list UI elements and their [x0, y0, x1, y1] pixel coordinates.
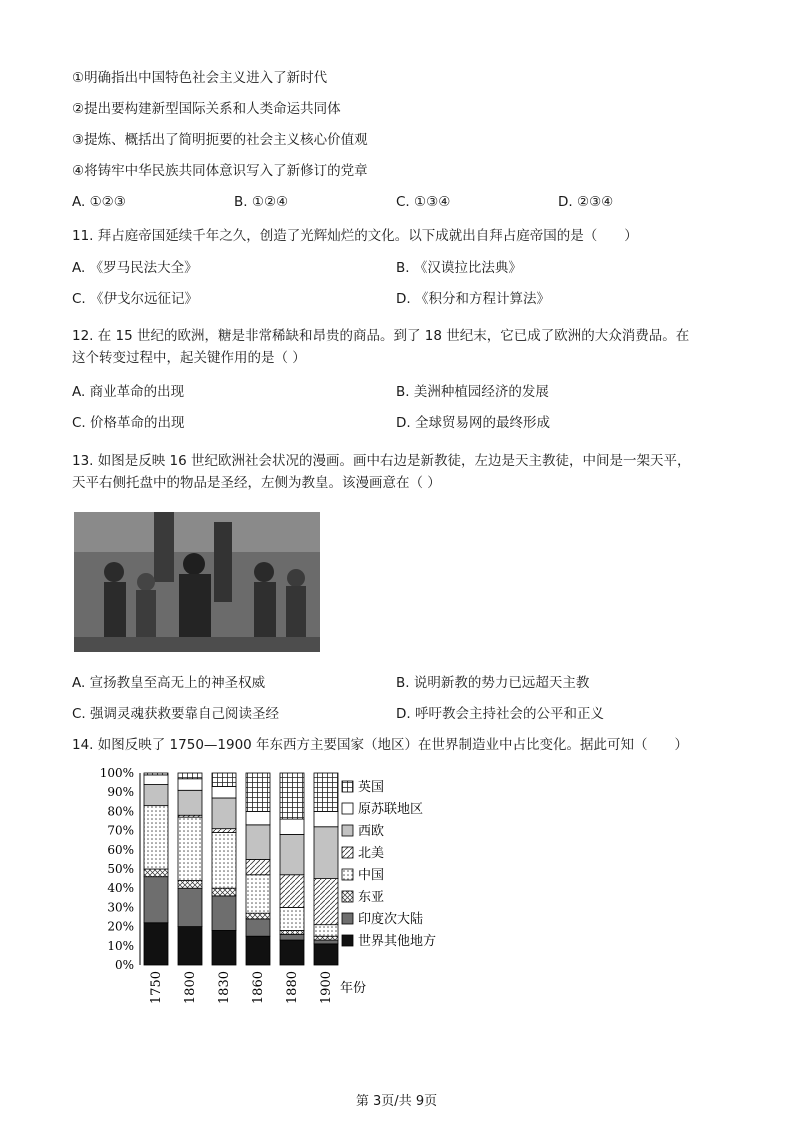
bar-segment: [314, 940, 338, 944]
q12-option-a[interactable]: A. 商业革命的出现: [72, 384, 185, 400]
q13-option-a[interactable]: A. 宣扬教皇至高无上的神圣权威: [72, 675, 266, 691]
bar-segment: [212, 829, 236, 833]
bar-segment: [314, 944, 338, 965]
bar-segment: [246, 913, 270, 919]
legend-label: 东亚: [358, 890, 385, 905]
q10-option-c[interactable]: C. ①③④: [396, 194, 451, 210]
legend-swatch: [342, 869, 353, 880]
bar-segment: [144, 773, 168, 775]
x-tick-label: 1880: [285, 971, 300, 1005]
bar-segment: [212, 786, 236, 798]
q13-option-d[interactable]: D. 呼吁教会主持社会的公平和正义: [396, 706, 604, 722]
y-tick-label: 100%: [99, 766, 134, 780]
y-tick-label: 70%: [107, 823, 134, 838]
bar-segment: [246, 936, 270, 965]
y-tick-label: 0%: [114, 958, 134, 972]
legend-label: 中国: [358, 868, 385, 883]
page-footer: 第 3页/共 9页: [355, 1094, 438, 1109]
q10-statement-1: ①明确指出中国特色社会主义进入了新时代: [72, 70, 328, 86]
q13-option-c[interactable]: C. 强调灵魂获救要靠自己阅读圣经: [72, 706, 280, 722]
legend-swatch: [342, 847, 353, 858]
q12-stem-line-2: 这个转变过程中，起关键作用的是（ ）: [72, 350, 306, 366]
bar-segment: [246, 825, 270, 860]
bar-segment: [212, 930, 236, 965]
bar-segment: [314, 879, 338, 925]
bar-segment: [212, 888, 236, 896]
y-tick-label: 90%: [107, 785, 134, 800]
legend-swatch: [342, 803, 353, 814]
x-axis-label: 年份: [340, 981, 367, 996]
bar-segment: [144, 806, 168, 869]
q13-stem-line-1: 13. 如图是反映 16 世纪欧洲社会状况的漫画。画中右边是新教徒，左边是天主教徒，中间是一架天平，: [72, 453, 691, 469]
manufacturing-share-chart: [90, 765, 470, 1005]
legend-label: 英国: [358, 780, 385, 795]
legend-label: 北美: [358, 846, 385, 861]
legend-label: 西欧: [358, 824, 385, 839]
q11-option-b[interactable]: B. 《汉谟拉比法典》: [396, 260, 522, 276]
bar-segment: [246, 919, 270, 936]
bar-segment: [144, 775, 168, 785]
q10-statement-4: ④将铸牢中华民族共同体意识写入了新修订的党章: [72, 163, 368, 179]
bar-segment: [178, 817, 202, 880]
x-tick-label: 1860: [251, 971, 266, 1005]
q11-option-d[interactable]: D. 《积分和方程计算法》: [396, 291, 550, 307]
bar-segment: [314, 827, 338, 879]
q12-stem-line-1: 12. 在 15 世纪的欧洲，糖是非常稀缺和昂贵的商品。到了 18 世纪末，它已成了欧洲的大众消费品。在: [72, 328, 690, 344]
bar-segment: [212, 773, 236, 786]
y-tick-label: 40%: [107, 881, 134, 896]
legend-swatch: [342, 781, 353, 792]
bar-segment: [280, 875, 304, 908]
q12-option-b[interactable]: B. 美洲种植园经济的发展: [396, 384, 549, 400]
bar-segment: [144, 785, 168, 806]
bar-segment: [144, 869, 168, 877]
bar-segment: [212, 896, 236, 931]
bar-segment: [212, 833, 236, 889]
bar-segment: [178, 790, 202, 815]
bar-segment: [314, 773, 338, 811]
bar-segment: [178, 881, 202, 889]
bar-segment: [314, 811, 338, 826]
legend-swatch: [342, 913, 353, 924]
bar-segment: [280, 907, 304, 930]
bar-segment: [280, 834, 304, 874]
legend-label: 原苏联地区: [358, 802, 424, 817]
bar-segment: [246, 773, 270, 811]
q10-statement-3: ③提炼、概括出了简明扼要的社会主义核心价值观: [72, 132, 368, 148]
bar-segment: [280, 934, 304, 940]
q13-stem-line-2: 天平右侧托盘中的物品是圣经，左侧为教皇。该漫画意在（ ）: [72, 475, 441, 491]
legend-swatch: [342, 825, 353, 836]
q12-option-c[interactable]: C. 价格革命的出现: [72, 415, 185, 431]
bar-segment: [144, 923, 168, 965]
legend-label: 世界其他地方: [358, 934, 437, 949]
legend-swatch: [342, 935, 353, 946]
bar-segment: [144, 877, 168, 923]
q10-option-a[interactable]: A. ①②③: [72, 194, 126, 210]
bar-segment: [178, 773, 202, 779]
x-tick-label: 1750: [149, 971, 164, 1005]
y-tick-label: 80%: [107, 804, 134, 819]
bar-segment: [212, 798, 236, 829]
q10-option-d[interactable]: D. ②③④: [558, 194, 614, 210]
q13-option-b[interactable]: B. 说明新教的势力已远超天主教: [396, 675, 590, 691]
bar-segment: [178, 927, 202, 965]
legend-label: 印度次大陆: [358, 912, 424, 927]
q10-option-b[interactable]: B. ①②④: [234, 194, 289, 210]
x-tick-label: 1830: [217, 971, 232, 1005]
cartoon-image: [74, 512, 320, 652]
y-tick-label: 30%: [107, 900, 134, 915]
q12-option-d[interactable]: D. 全球贸易网的最终形成: [396, 415, 550, 431]
bar-segment: [178, 888, 202, 926]
bar-segment: [280, 773, 304, 819]
x-tick-label: 1800: [183, 971, 198, 1005]
legend-swatch: [342, 891, 353, 902]
bar-segment: [314, 936, 338, 940]
y-tick-label: 50%: [107, 862, 134, 876]
q11-stem: 11. 拜占庭帝国延续千年之久，创造了光辉灿烂的文化。以下成就出自拜占庭帝国的是（ ）: [72, 228, 638, 244]
bar-segment: [246, 811, 270, 824]
q11-option-a[interactable]: A. 《罗马民法大全》: [72, 260, 198, 276]
q11-option-c[interactable]: C. 《伊戈尔远征记》: [72, 291, 199, 307]
y-tick-label: 20%: [107, 919, 134, 934]
q10-statement-2: ②提出要构建新型国际关系和人类命运共同体: [72, 101, 341, 117]
bar-segment: [280, 819, 304, 834]
y-tick-label: 60%: [107, 842, 134, 857]
y-tick-label: 10%: [107, 938, 134, 953]
bar-segment: [280, 930, 304, 934]
q14-stem: 14. 如图反映了 1750—1900 年东西方主要国家（地区）在世界制造业中占比变化。据此可知（ ）: [72, 737, 689, 753]
bar-segment: [314, 925, 338, 937]
x-tick-label: 1900: [319, 971, 334, 1005]
bar-segment: [246, 859, 270, 874]
bar-segment: [178, 779, 202, 791]
bar-segment: [280, 940, 304, 965]
bar-segment: [246, 875, 270, 913]
